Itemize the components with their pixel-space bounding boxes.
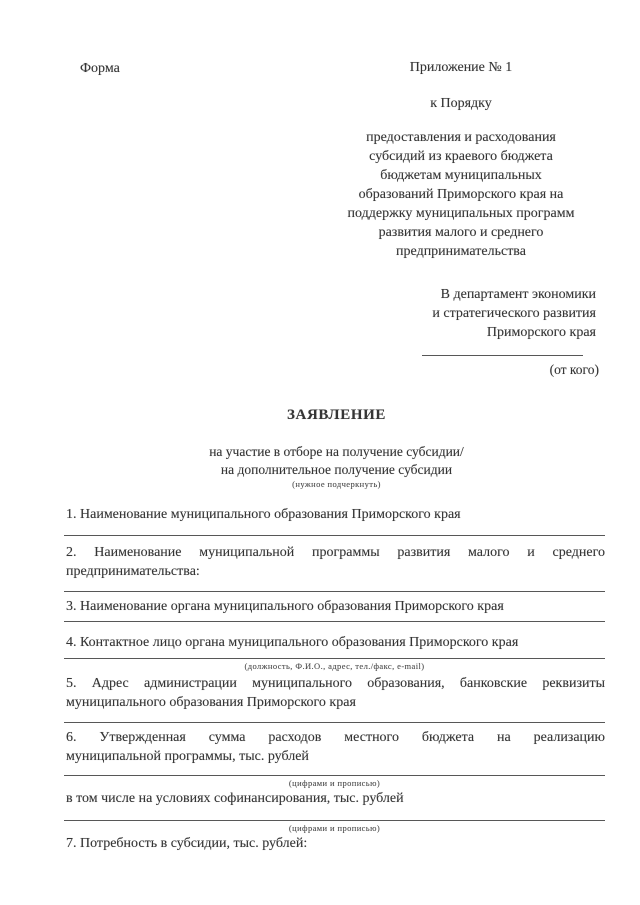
addressee-line-2: и стратегического развития bbox=[432, 306, 596, 321]
field-cofinancing-caption: (цифрами и прописью) bbox=[288, 823, 381, 833]
field-5-label bbox=[66, 674, 605, 712]
appendix-description bbox=[315, 128, 607, 261]
application-subtitle-line-2: на дополнительное получение субсидии bbox=[220, 462, 453, 477]
field-5-text-line-1: 5. Адрес администрации муниципального образования, банковские реквизиты bbox=[66, 676, 605, 691]
field-1-label bbox=[66, 505, 605, 524]
addressee-line-1: В департамент экономики bbox=[440, 287, 596, 302]
from-whom-caption: (от кого) bbox=[549, 362, 599, 377]
appendix-description-line: образований Приморского края на bbox=[358, 187, 564, 202]
appendix-description-line: предпринимательства bbox=[396, 244, 526, 259]
appendix-description-line: развития малого и среднего bbox=[378, 225, 544, 240]
from-whom-fill-line bbox=[422, 355, 583, 356]
field-5-text-line-2: муниципального образования Приморского края bbox=[66, 695, 356, 710]
field-5-fill-line bbox=[64, 722, 605, 723]
field-cofinancing-label bbox=[66, 789, 605, 808]
addressee-block bbox=[432, 285, 596, 342]
appendix-description-line: предоставления и расходования bbox=[366, 130, 556, 145]
appendix-title: Приложение № 1 bbox=[409, 60, 513, 75]
field-2-text-line-2: предпринимательства: bbox=[66, 564, 200, 579]
field-3-text: 3. Наименование органа муниципального образования Приморского края bbox=[66, 599, 504, 614]
field-6-text-line-2: муниципальной программы, тыс. рублей bbox=[66, 749, 309, 764]
field-6-label bbox=[66, 728, 605, 766]
field-1-text: 1. Наименование муниципального образования Приморского края bbox=[66, 507, 461, 522]
appendix-subtitle: к Порядку bbox=[430, 96, 492, 111]
field-3-label bbox=[66, 597, 605, 616]
application-subtitle-line-1: на участие в отборе на получение субсидии/ bbox=[209, 444, 464, 459]
field-6-caption: (цифрами и прописью) bbox=[288, 778, 381, 788]
field-4-caption: (должность, Ф.И.О., адрес, тел./факс, e-mail) bbox=[244, 661, 425, 671]
field-7-text: 7. Потребность в субсидии, тыс. рублей: bbox=[66, 836, 308, 851]
field-6-text-line-1: 6. Утвержденная сумма расходов местного бюджета на реализацию bbox=[66, 730, 605, 745]
field-2-label bbox=[66, 543, 605, 581]
field-1-fill-line bbox=[64, 535, 605, 536]
appendix-description-line: субсидий из краевого бюджета bbox=[369, 149, 553, 164]
underline-instruction-note: (нужное подчеркнуть) bbox=[292, 479, 381, 489]
application-title: ЗАЯВЛЕНИЕ bbox=[287, 407, 386, 423]
field-7-label bbox=[66, 834, 605, 853]
field-2-text-line-1: 2. Наименование муниципальной программы развития малого и среднего bbox=[66, 545, 605, 560]
addressee-line-3: Приморского края bbox=[486, 325, 596, 340]
field-4-fill-line bbox=[64, 658, 605, 659]
field-4-label bbox=[66, 633, 605, 652]
field-4-text: 4. Контактное лицо органа муниципального образования Приморского края bbox=[66, 635, 519, 650]
field-2-fill-line bbox=[64, 591, 605, 592]
field-3-fill-line bbox=[64, 621, 605, 622]
field-6-fill-line bbox=[64, 775, 605, 776]
field-cofinancing-fill-line bbox=[64, 820, 605, 821]
appendix-description-line: бюджетам муниципальных bbox=[380, 168, 542, 183]
application-subtitle bbox=[68, 443, 605, 489]
field-cofinancing-text: в том числе на условиях софинансирования, тыс. рублей bbox=[66, 791, 404, 806]
appendix-description-line: поддержку муниципальных программ bbox=[347, 206, 575, 221]
form-label: Форма bbox=[80, 61, 120, 76]
